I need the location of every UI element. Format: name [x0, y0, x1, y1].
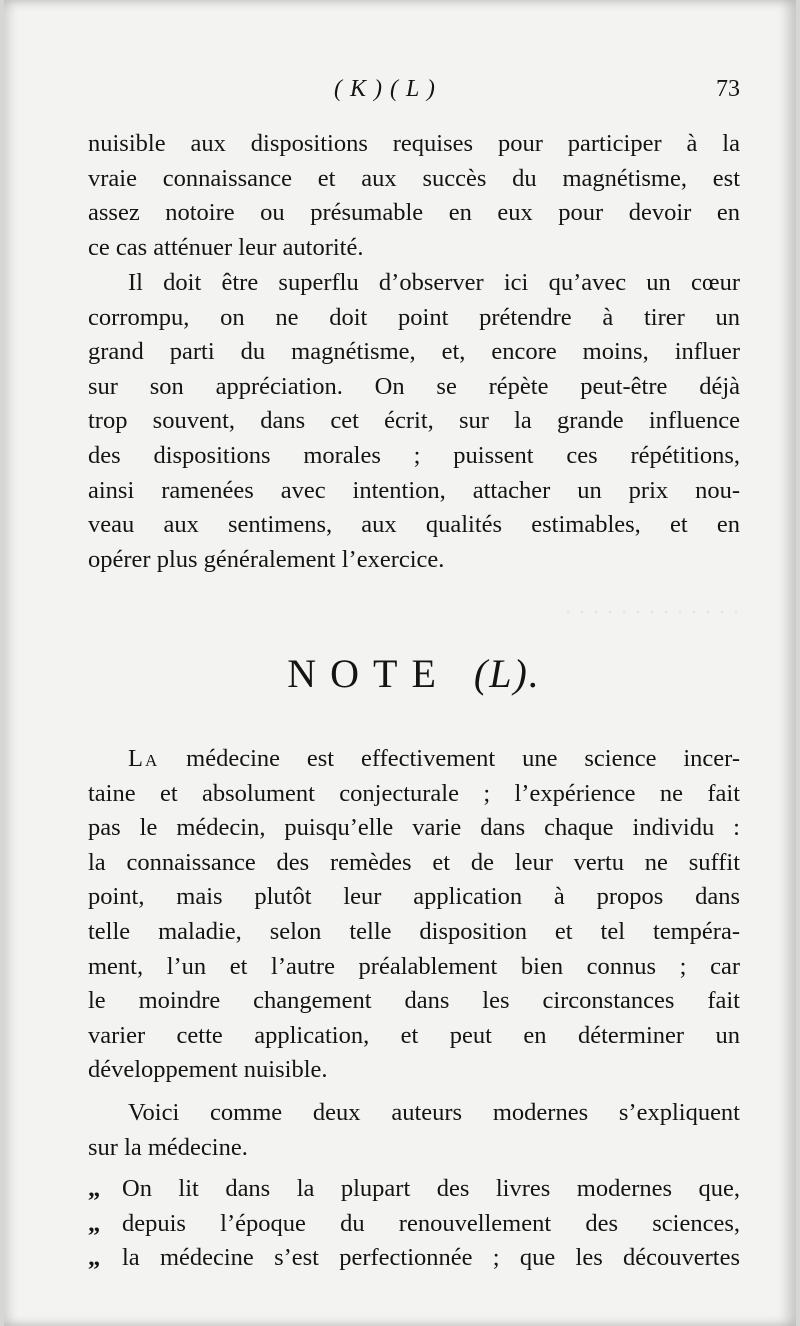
quote-mark: „: [88, 1244, 101, 1272]
text-line: assez notoire ou présumable en eux pour devoir en: [88, 199, 740, 227]
page-header: [88, 72, 740, 112]
text-line: veau aux sentimens, aux qualités estimables, et en: [88, 511, 740, 539]
text-line: des dispositions morales ; puissent ces répétitions,: [88, 441, 740, 469]
text-line: Il doit être superflu d’observer ici qu’avec un cœur: [128, 269, 740, 296]
quote-text: depuis l’époque du renouvellement des sciences,: [122, 1209, 740, 1237]
note-heading: [88, 650, 740, 697]
lead-word: La: [128, 745, 160, 772]
quote-mark: „: [88, 1209, 101, 1237]
text-line: grand parti du magnétisme, et, encore moins, influer: [88, 338, 740, 366]
text-line: sur la médecine.: [88, 1133, 248, 1161]
text-line: point, mais plutôt leur application à propos dans: [88, 883, 740, 911]
quote-line: [88, 1172, 740, 1207]
text-line: ce cas atténuer leur autorité.: [88, 233, 364, 261]
text-line: nuisible aux dispositions requises pour participer à la: [88, 130, 740, 157]
paragraph-4: [88, 1096, 740, 1165]
quote-line: [88, 1241, 740, 1276]
quotation: [88, 1172, 740, 1276]
text-line: pas le médecin, puisqu’elle varie dans chaque individu :: [88, 814, 740, 842]
text-line: ainsi ramenées avec intention, attacher un prix nou-: [88, 476, 740, 504]
text-line: corrompu, on ne doit point prétendre à tirer un: [88, 303, 740, 331]
text-line: telle maladie, selon telle disposition et tel tempéra-: [88, 917, 740, 945]
text-line: développement nuisible.: [88, 1056, 328, 1084]
quote-line: [88, 1207, 740, 1242]
note-label: (L).: [473, 651, 541, 696]
text-line: vraie connaissance et aux succès du magnétisme, est: [88, 164, 740, 192]
note-title: NOTE: [287, 651, 450, 696]
quote-text: On lit dans la plupart des livres modernes que,: [122, 1175, 740, 1202]
running-title: ( K ) ( L ): [334, 76, 436, 102]
paragraph-3: [88, 742, 740, 1088]
page-number: 73: [716, 76, 740, 102]
text-line: trop souvent, dans cet écrit, sur la grande influence: [88, 407, 740, 435]
text-line: opérer plus généralement l’exercice.: [88, 545, 445, 573]
paragraph-1: [88, 127, 740, 265]
text-line: varier cette application, et peut en déterminer un: [88, 1021, 740, 1049]
paragraph-2: [88, 266, 740, 577]
text-line: le moindre changement dans les circonstances fait: [88, 987, 740, 1015]
show-through-text: · · · · · · · · · · · · ·: [564, 600, 740, 626]
book-page: [4, 0, 796, 1326]
text-line: la connaissance des remèdes et de leur vertu ne suffit: [88, 848, 740, 876]
text-line: taine et absolument conjecturale ; l’expérience ne fait: [88, 779, 740, 807]
quote-mark: „: [88, 1175, 101, 1202]
text-line: Voici comme deux auteurs modernes s’expliquent: [128, 1099, 740, 1126]
text-line: sur son appréciation. On se répète peut-être déjà: [88, 372, 740, 400]
text-line: [88, 742, 740, 777]
text-line-content: médecine est effectivement une science incer-: [186, 745, 740, 772]
quote-text: la médecine s’est perfectionnée ; que les découvertes: [122, 1244, 740, 1272]
text-line: ment, l’un et l’autre préalablement bien connus ; car: [88, 952, 740, 980]
